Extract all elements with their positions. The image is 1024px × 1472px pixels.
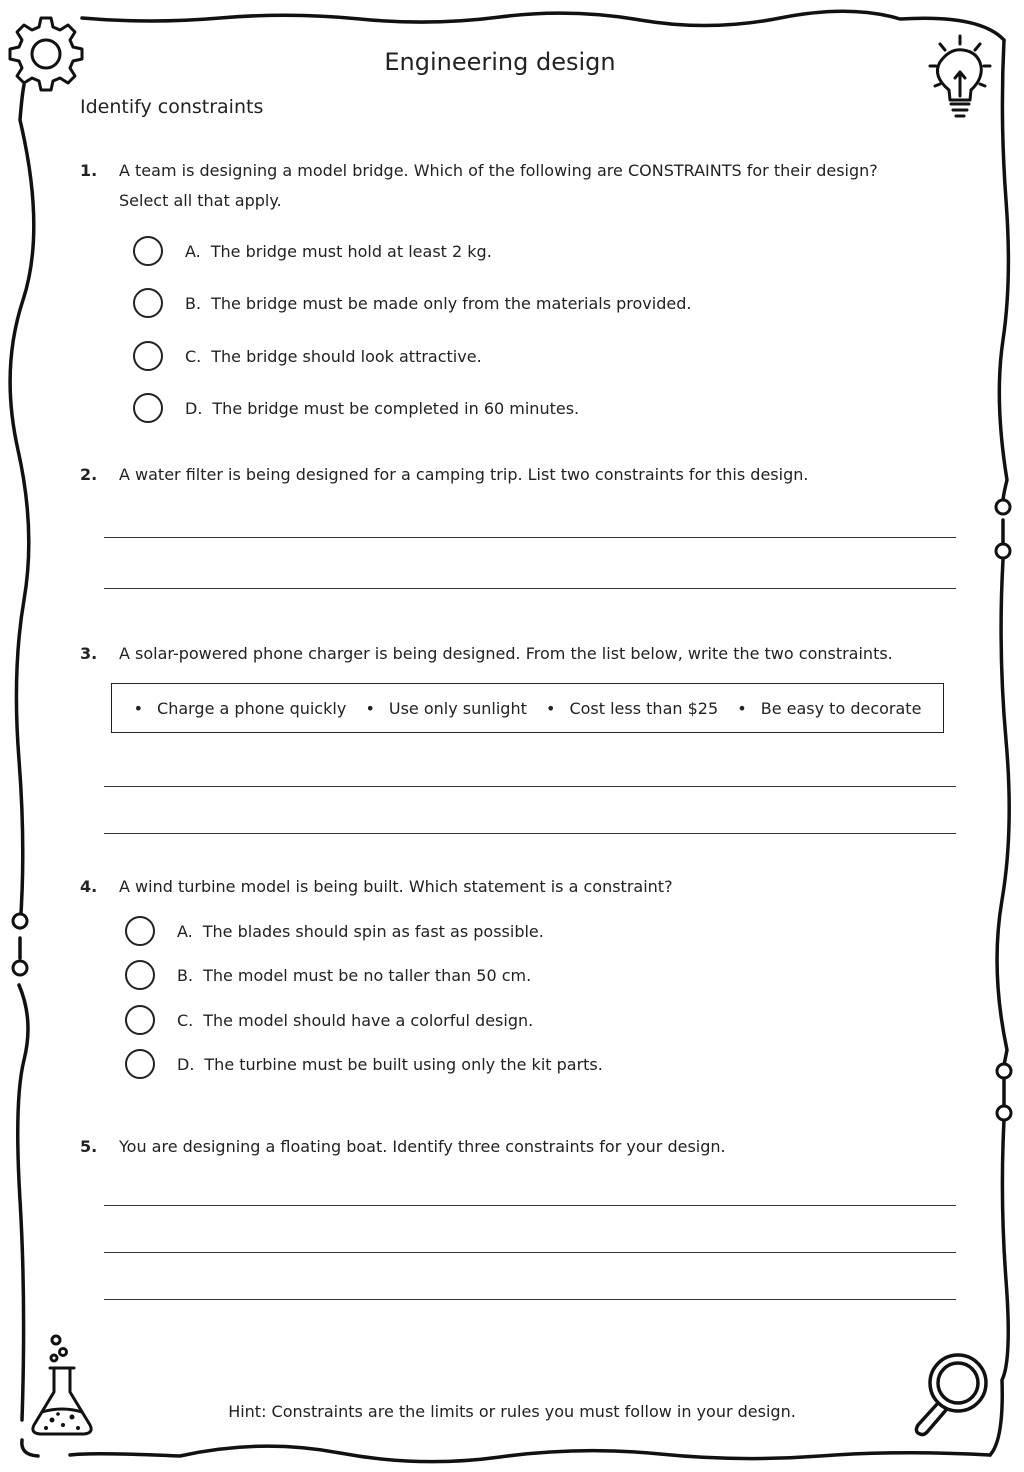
option-letter: A. <box>177 921 193 941</box>
option-text: The bridge must be made only from the materials provided. <box>211 293 692 313</box>
answer-line[interactable] <box>104 588 956 589</box>
option-letter: A. <box>185 241 201 261</box>
answer-option[interactable] <box>133 236 492 266</box>
question-number: 3. <box>80 644 98 663</box>
question-text: A team is designing a model bridge. Which of the following are CONSTRAINTS for their design? <box>119 161 878 180</box>
answer-line[interactable] <box>104 1299 956 1300</box>
magnifier-icon <box>916 1355 986 1435</box>
answer-line[interactable] <box>104 537 956 538</box>
radio-circle[interactable] <box>133 341 163 371</box>
option-text: The bridge must be completed in 60 minutes. <box>212 398 580 418</box>
question-number: 2. <box>80 465 98 484</box>
question-number: 1. <box>80 161 98 180</box>
choice-item: • Charge a phone quickly <box>133 698 347 718</box>
answer-line[interactable] <box>104 1205 956 1206</box>
radio-circle[interactable] <box>125 1049 155 1079</box>
option-text: The bridge must hold at least 2 kg. <box>210 241 492 261</box>
question-number: 4. <box>80 877 98 896</box>
option-letter: D. <box>177 1054 195 1074</box>
question-text: You are designing a floating boat. Identify three constraints for your design. <box>119 1137 726 1156</box>
option-text: The model should have a colorful design. <box>203 1010 534 1030</box>
answer-option[interactable] <box>125 960 531 990</box>
option-text: The turbine must be built using only the kit parts. <box>204 1054 603 1074</box>
answer-option[interactable] <box>133 393 579 423</box>
choice-item: • Cost less than $25 <box>546 698 719 718</box>
option-letter: D. <box>185 398 203 418</box>
page-title: Engineering design <box>384 48 616 76</box>
bullet-icon: • <box>365 698 375 718</box>
answer-line[interactable] <box>104 833 956 834</box>
answer-option[interactable] <box>125 1049 603 1079</box>
option-letter: C. <box>185 346 202 366</box>
radio-circle[interactable] <box>133 236 163 266</box>
option-letter: B. <box>185 293 202 313</box>
page-subtitle: Identify constraints <box>80 96 264 118</box>
question-text: A water filter is being designed for a camping trip. List two constraints for this design. <box>119 465 809 484</box>
option-letter: B. <box>177 965 194 985</box>
option-text: The blades should spin as fast as possible. <box>202 921 544 941</box>
bullet-icon: • <box>737 698 747 718</box>
question-instruction: Select all that apply. <box>119 191 282 210</box>
radio-circle[interactable] <box>133 393 163 423</box>
bullet-icon: • <box>133 698 144 718</box>
question-number: 5. <box>80 1137 98 1156</box>
bullet-icon: • <box>546 698 556 718</box>
option-text: The model must be no taller than 50 cm. <box>203 965 532 985</box>
choice-item: • Be easy to decorate <box>737 698 922 718</box>
answer-option[interactable] <box>125 916 544 946</box>
radio-circle[interactable] <box>125 1005 155 1035</box>
answer-line[interactable] <box>104 1252 956 1253</box>
answer-line[interactable] <box>104 786 956 787</box>
hint-text: Hint: Constraints are the limits or rules you must follow in your design. <box>228 1402 796 1421</box>
choice-item: • Use only sunlight <box>365 698 527 718</box>
option-text: The bridge should look attractive. <box>211 346 482 366</box>
radio-circle[interactable] <box>125 916 155 946</box>
choices-box <box>111 683 944 733</box>
question-text: A solar-powered phone charger is being designed. From the list below, write the two constraints. <box>119 644 893 663</box>
option-letter: C. <box>177 1010 194 1030</box>
question-text: A wind turbine model is being built. Which statement is a constraint? <box>119 877 673 896</box>
answer-option[interactable] <box>133 341 482 371</box>
radio-circle[interactable] <box>133 288 163 318</box>
answer-option[interactable] <box>125 1005 533 1035</box>
radio-circle[interactable] <box>125 960 155 990</box>
answer-option[interactable] <box>133 288 691 318</box>
